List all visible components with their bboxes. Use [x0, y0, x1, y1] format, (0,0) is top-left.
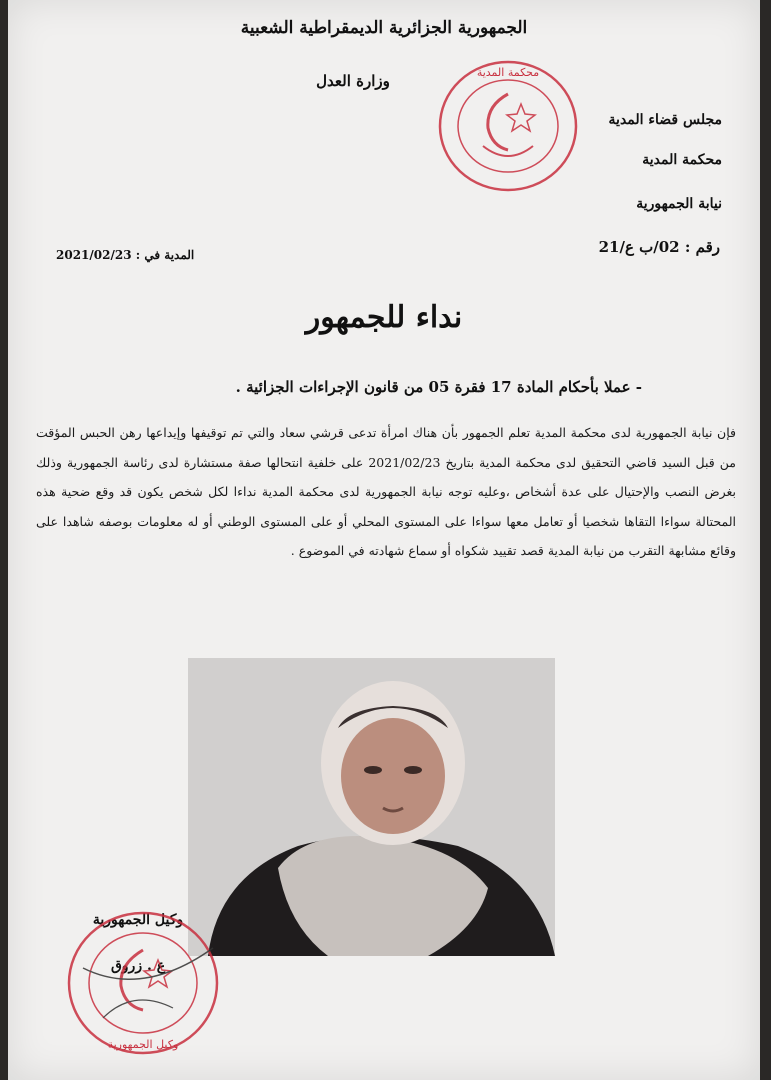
notice-body: فإن نيابة الجمهورية لدى محكمة المدية تعلم الجمهور بأن هناك امرأة تدعى قرشي سعاد والتي تم توقيفها وإيداعها رهن الحبس المؤقت من قبل السيد قاضي التحقيق لدى محكمة المدية بتاريخ 2021/02/23 على خلفية انتحالها صفة مستشارة لدى رئاسة الجمهورية وذلك بغرض النصب والإحتيال على عدة أشخاص ،وعليه توجه نيابة الجمهورية لدى محكمة المدية نداءا لكل شخص يكون قد وقع ضحية هذه المحتالة سواءا التقاها شخصيا أو تعامل معها سواءا على المستوى المحلي أو على المستوى الوطني أو له معلومات بوصفه شاهدا على وقائع مشابهة التقرب من نيابة المدية قصد تقييد شكواه أو سماع شهادته في الموضوع . [36, 425, 736, 558]
republic-header: الجمهورية الجزائرية الديمقراطية الشعبية [240, 18, 528, 38]
suspect-photo [188, 658, 555, 956]
court-stamp-icon [433, 56, 583, 196]
reference-number: رقم : 02/ب ع/21 [598, 238, 720, 256]
notice-title: نداء للجمهور [305, 300, 463, 335]
ministry-name: وزارة العدل [316, 72, 390, 90]
stamp-label: محكمة المدية [476, 66, 540, 79]
place-date: المدية في : 2021/02/23 [56, 248, 195, 262]
court-name: محكمة المدية [642, 152, 722, 168]
law-reference: - عملا بأحكام المادة 17 فقرة 05 من قانون الإجراءات الجزائية . [235, 378, 642, 396]
person-photo-icon [188, 658, 555, 956]
stamp-label: وكيل الجمهورية [107, 1038, 179, 1051]
signer-title: وكيل الجمهورية [92, 912, 184, 928]
document-page [8, 0, 760, 1080]
prosecution-name: نيابة الجمهورية [636, 196, 722, 212]
signer-name: ع . زروق [110, 958, 166, 974]
council-name: مجلس قضاء المدية [608, 112, 722, 128]
prosecutor-stamp-icon [63, 908, 223, 1058]
